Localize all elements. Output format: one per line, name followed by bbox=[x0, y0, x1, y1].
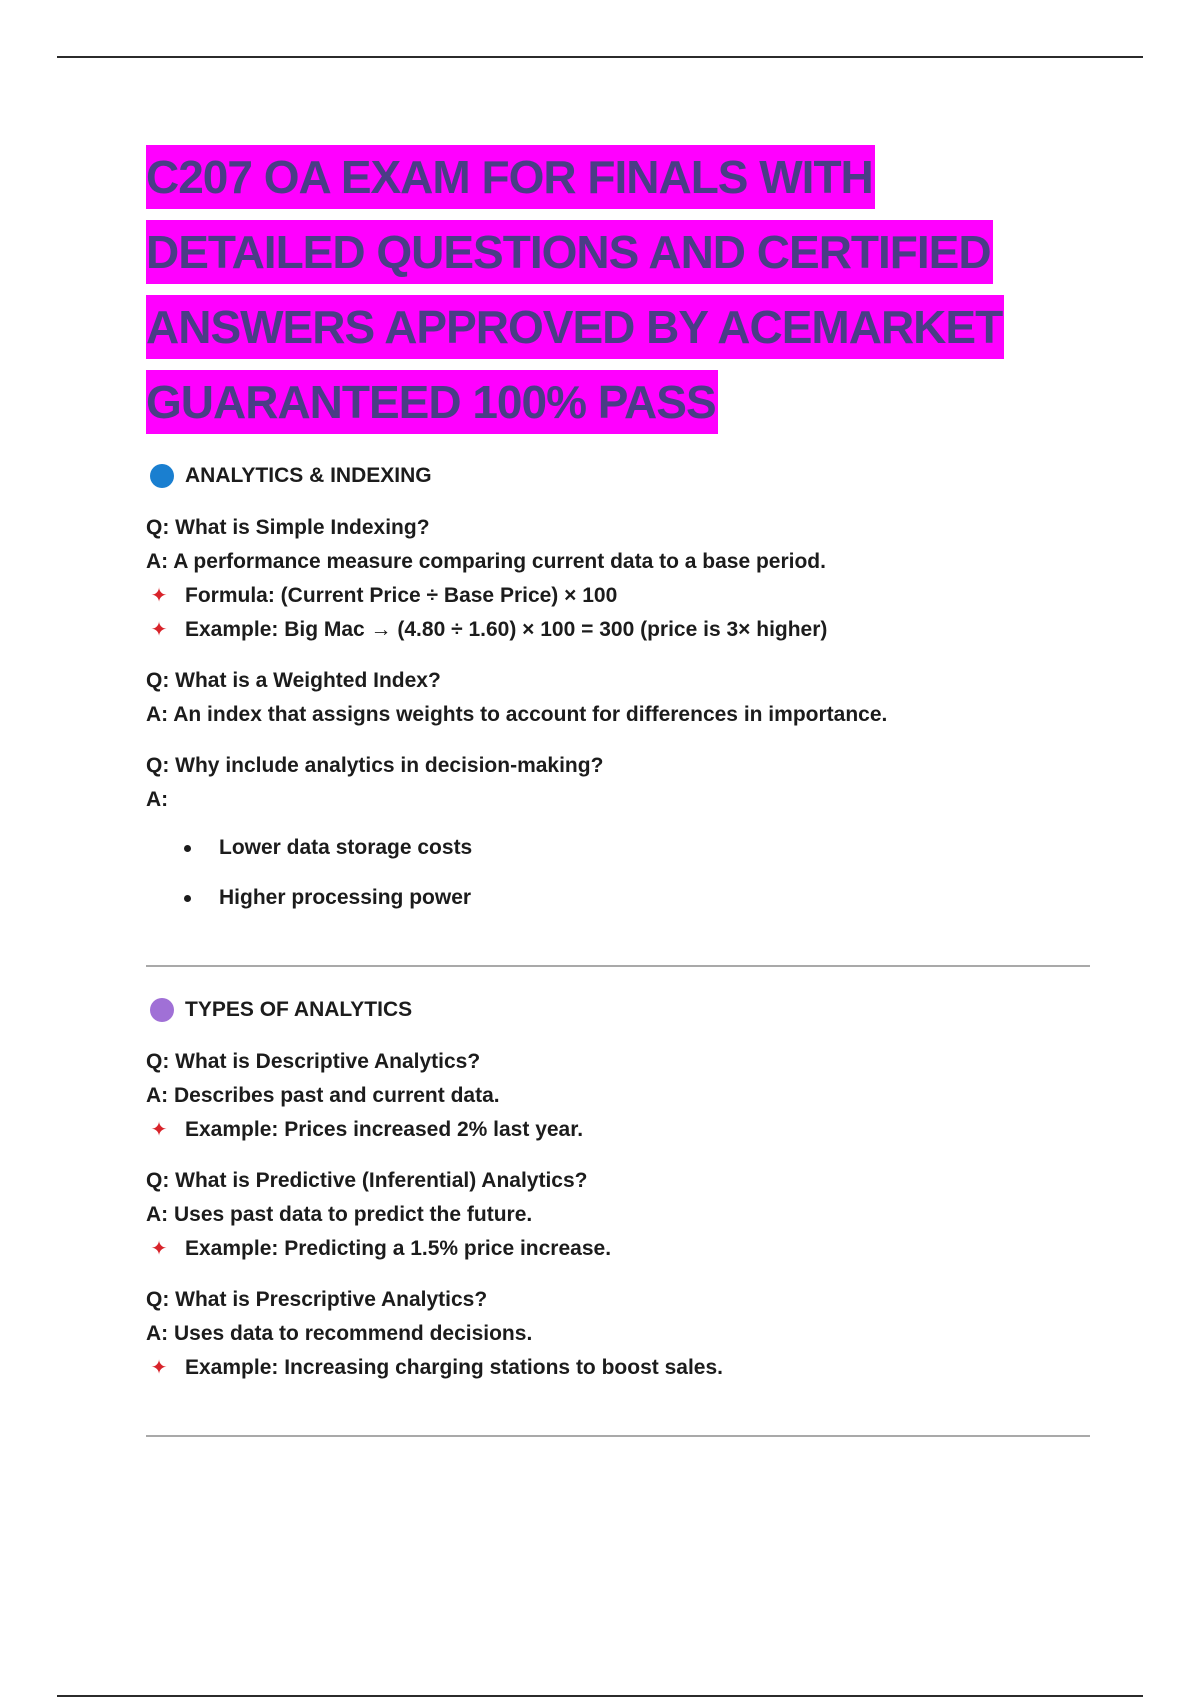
question: Q: What is Predictive (Inferential) Analytics? bbox=[146, 1169, 588, 1192]
title-line: GUARANTEED 100% PASS bbox=[146, 370, 718, 434]
list-item-text: Higher processing power bbox=[219, 886, 472, 909]
section-heading bbox=[146, 461, 1090, 491]
question: Q: What is Prescriptive Analytics? bbox=[146, 1288, 488, 1311]
note bbox=[146, 1232, 1090, 1266]
note bbox=[146, 1351, 1090, 1385]
bottom-page-rule bbox=[57, 1695, 1143, 1697]
pushpin-icon: ✦ bbox=[150, 585, 168, 607]
section-heading bbox=[146, 995, 1090, 1025]
pushpin-icon: ✦ bbox=[150, 1238, 168, 1260]
question: Q: What is a Weighted Index? bbox=[146, 669, 441, 692]
note-text: Example: Increasing charging stations to boost sales. bbox=[185, 1356, 723, 1379]
title-line: DETAILED QUESTIONS AND CERTIFIED bbox=[146, 220, 993, 284]
answer: A: A performance measure comparing current data to a base period. bbox=[146, 550, 826, 573]
answer: A: Uses past data to predict the future. bbox=[146, 1203, 533, 1226]
section-title: TYPES OF ANALYTICS bbox=[185, 998, 413, 1021]
pushpin-icon: ✦ bbox=[150, 1357, 168, 1379]
section-divider bbox=[146, 965, 1090, 967]
circle-icon bbox=[150, 464, 174, 488]
pushpin-icon: ✦ bbox=[150, 619, 168, 641]
note bbox=[146, 613, 1090, 647]
note-text: Formula: (Current Price ÷ Base Price) × 100 bbox=[185, 584, 618, 607]
section-analytics-indexing bbox=[146, 461, 1090, 931]
document-title bbox=[146, 145, 1004, 445]
note-text: Example: Big Mac → (4.80 ÷ 1.60) × 100 = 300 (price is 3× higher) bbox=[185, 618, 828, 641]
bullet-icon bbox=[184, 895, 191, 902]
pushpin-icon: ✦ bbox=[150, 1119, 168, 1141]
note bbox=[146, 579, 1090, 613]
answer-bullet-list bbox=[146, 831, 1090, 915]
question: Q: What is Descriptive Analytics? bbox=[146, 1050, 481, 1073]
section-title: ANALYTICS & INDEXING bbox=[185, 464, 432, 487]
answer: A: bbox=[146, 788, 169, 811]
bullet-icon bbox=[184, 845, 191, 852]
top-page-rule bbox=[57, 56, 1143, 58]
section-types-of-analytics bbox=[146, 995, 1090, 1385]
note bbox=[146, 1113, 1090, 1147]
answer: A: Describes past and current data. bbox=[146, 1084, 500, 1107]
answer: A: Uses data to recommend decisions. bbox=[146, 1322, 533, 1345]
note-text: Example: Predicting a 1.5% price increase. bbox=[185, 1237, 612, 1260]
note-text: Example: Prices increased 2% last year. bbox=[185, 1118, 584, 1141]
title-line: ANSWERS APPROVED BY ACEMARKET bbox=[146, 295, 1004, 359]
question: Q: Why include analytics in decision-making? bbox=[146, 754, 604, 777]
title-line: C207 OA EXAM FOR FINALS WITH bbox=[146, 145, 875, 209]
section-divider bbox=[146, 1435, 1090, 1437]
list-item bbox=[146, 831, 1090, 865]
question: Q: What is Simple Indexing? bbox=[146, 516, 430, 539]
answer: A: An index that assigns weights to account for differences in importance. bbox=[146, 703, 888, 726]
list-item bbox=[146, 881, 1090, 915]
circle-icon bbox=[150, 998, 174, 1022]
list-item-text: Lower data storage costs bbox=[219, 836, 473, 859]
